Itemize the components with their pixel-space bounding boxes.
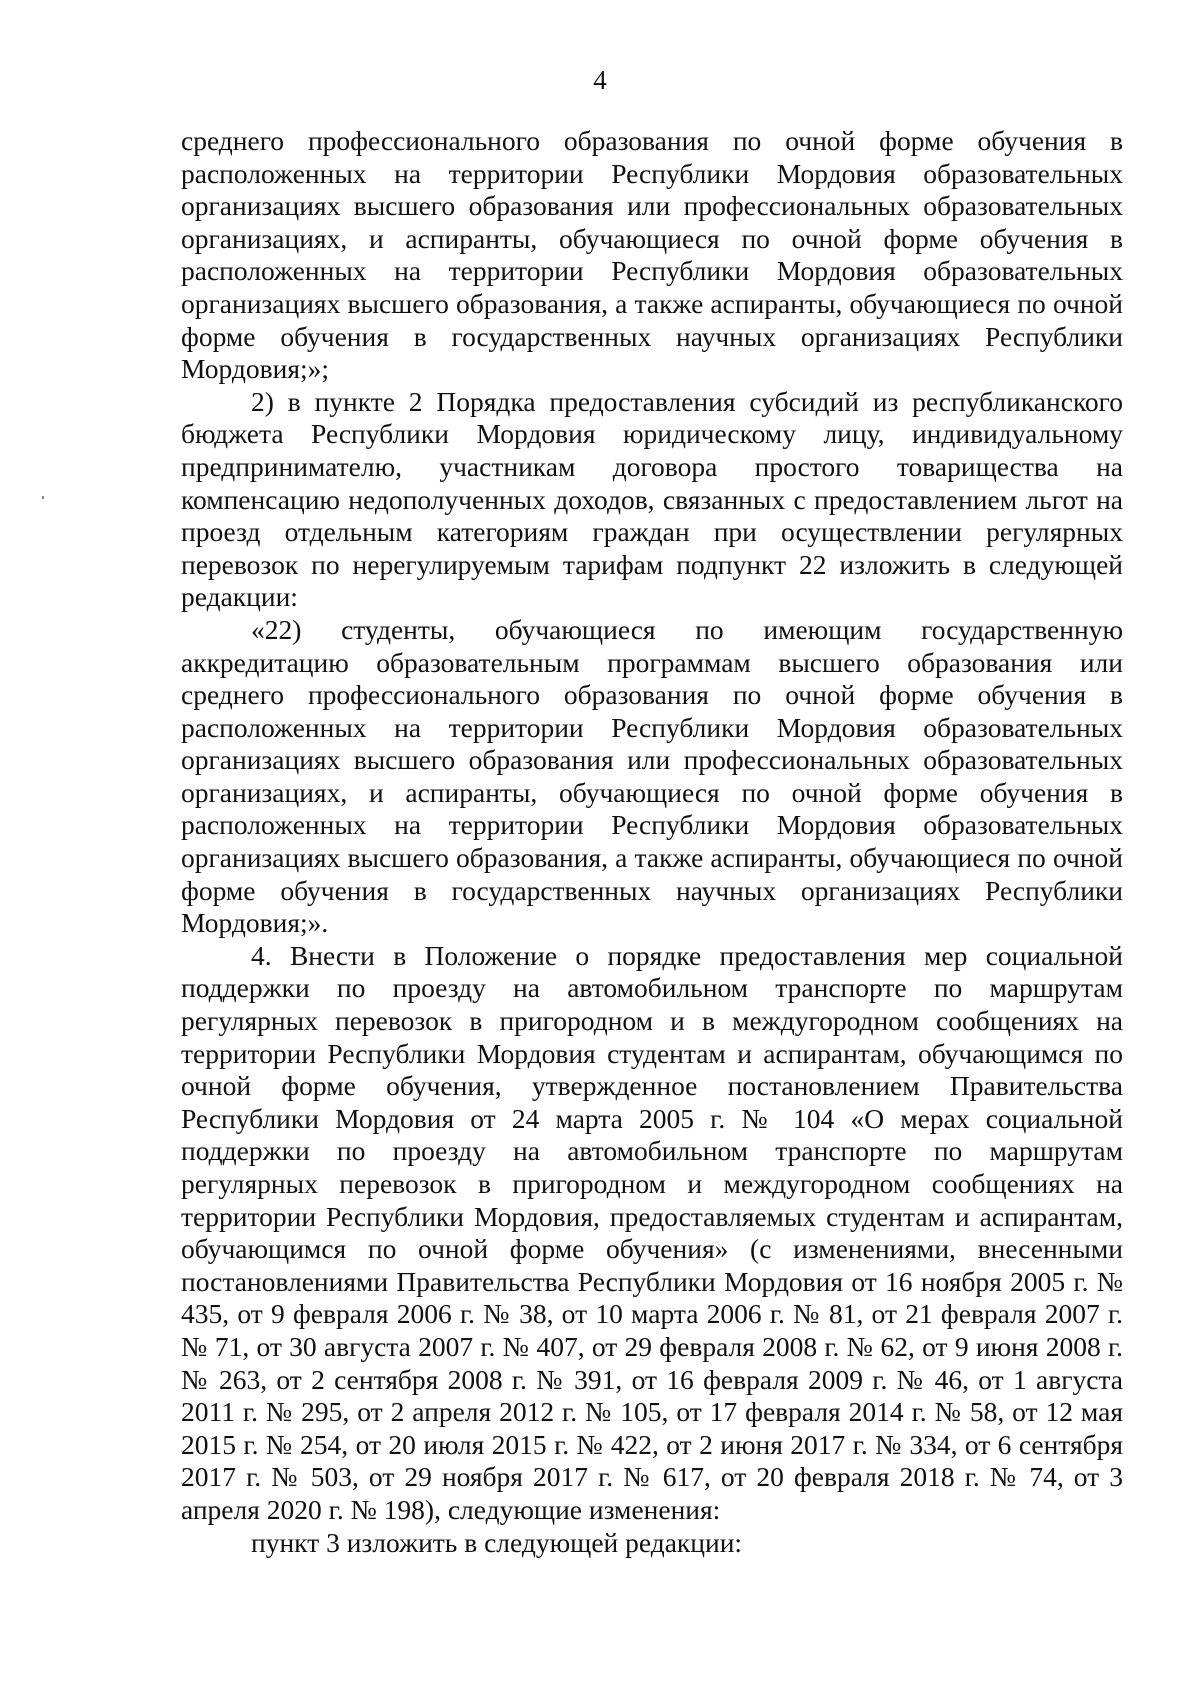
paragraph-subitem-22: «22) студенты, обучающиеся по имеющим государственную аккредитацию образовательным программам высшего образования или среднего профессионального образования по очной форме обучения в расположенных на территории Республики Мордовия образовательных организациях высшего образования или профессиональных образовательных организациях, и аспиранты, обучающиеся по очной форме обучения в расположенных на территории Республики Мордовия образовательных организациях высшего образования, а также аспиранты, обучающиеся по очной форме обучения в государственных научных организациях Республики Мордовия;». (181, 613, 1123, 939)
paragraph-item-2: 2) в пункте 2 Порядка предоставления субсидий из республиканского бюджета Республики Мордовия юридическому лицу, индивидуальному предпринимателю, участникам договора простого товарищества на компенсацию недополученных доходов, связанных с предоставлением льгот на проезд отдельным категориям граждан при осуществлении регулярных перевозок по нерегулируемым тарифам подпункт 22 изложить в следующей редакции: (181, 385, 1123, 613)
document-body (181, 125, 1123, 1559)
page-number: 4 (593, 65, 607, 95)
paragraph-item-4: 4. Внести в Положение о порядке предоставления мер социальной поддержки по проезду на автомобильном транспорте по маршрутам регулярных перевозок в пригородном и в междугородном сообщениях на территории Республики Мордовия студентам и аспирантам, обучающимся по очной форме обучения, утвержденное постановлением Правительства Республики Мордовия от 24 марта 2005 г. № 104 «О мерах социальной поддержки по проезду на автомобильном транспорте по маршрутам регулярных перевозок в пригородном и междугородном сообщениях на территории Республики Мордовия, предоставляемых студентам и аспирантам, обучающимся по очной форме обучения» (с изменениями, внесенными постановлениями Правительства Республики Мордовия от 16 ноября 2005 г. № 435, от 9 февраля 2006 г. № 38, от 10 марта 2006 г. № 81, от 21 февраля 2007 г. № 71, от 30 августа 2007 г. № 407, от 29 февраля 2008 г. № 62, от 9 июня 2008 г. № 263, от 2 сентября 2008 г. № 391, от 16 февраля 2009 г. № 46, от 1 августа 2011 г. № 295, от 2 апреля 2012 г. № 105, от 17 февраля 2014 г. № 58, от 12 мая 2015 г. № 254, от 20 июля 2015 г. № 422, от 2 июня 2017 г. № 334, от 6 сентября 2017 г. № 503, от 29 ноября 2017 г. № 617, от 20 февраля 2018 г. № 74, от 3 апреля 2020 г. № 198), следующие изменения: (181, 939, 1123, 1525)
scan-artifact-dot (42, 496, 44, 499)
paragraph-point-3-intro: пункт 3 изложить в следующей редакции: (251, 1526, 743, 1558)
paragraph-continuation: среднего профессионального образования по очной форме обучения в расположенных на территории Республики Мордовия образовательных организациях высшего образования или профессиональных образовательных организациях, и аспиранты, обучающиеся по очной форме обучения в расположенных на территории Республики Мордовия образовательных организациях высшего образования, а также аспиранты, обучающиеся по очной форме обучения в государственных научных организациях Республики Мордовия;»; (181, 125, 1123, 385)
